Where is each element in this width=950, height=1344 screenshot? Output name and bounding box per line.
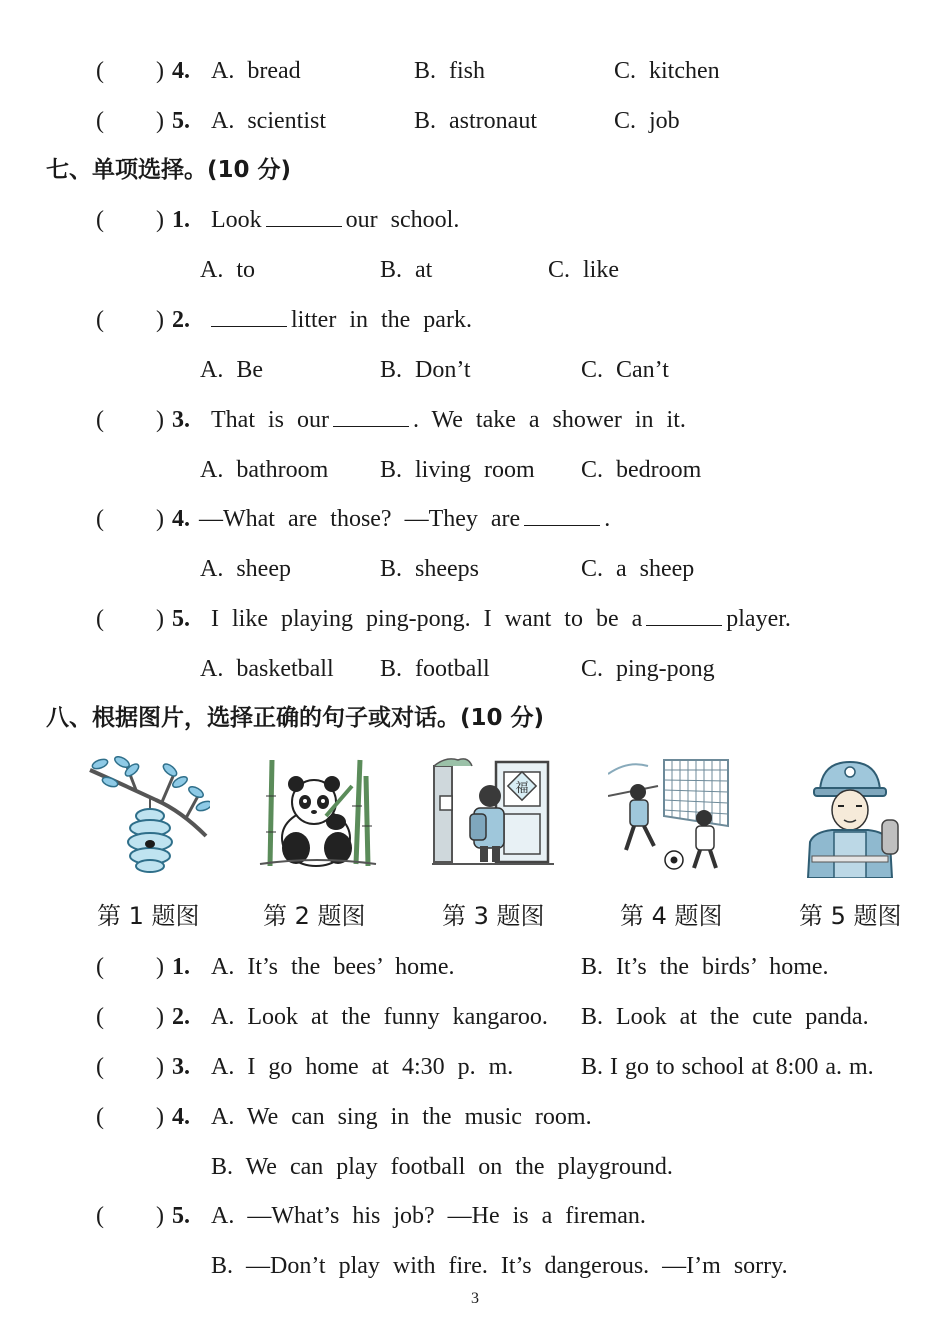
option-b: B. fish <box>414 58 486 84</box>
question-number: 5. <box>172 108 190 134</box>
door-picture <box>432 756 554 872</box>
q7-2-options <box>0 352 950 388</box>
option-a: A. I go home at 4:30 p. m. <box>211 1054 514 1080</box>
picture-caption-5: 第 5 题图 <box>799 902 902 930</box>
option-b: B. I go to school at 8:00 a. m. <box>581 1054 874 1080</box>
q6-5: ( ) 5. A. scientist B. astronaut C. job <box>0 103 950 139</box>
question-number: 4. <box>172 506 190 532</box>
option-b: B. sheeps <box>380 556 479 582</box>
option-b: B. Look at the cute panda. <box>581 1004 869 1030</box>
question-stem: That is our . We take a shower in it. <box>211 407 686 433</box>
beehive-picture <box>86 756 210 876</box>
option-c: C. kitchen <box>614 58 720 84</box>
option-c: C. bedroom <box>581 457 702 483</box>
question-number: 4. <box>172 58 190 84</box>
door-character: 福 <box>515 781 529 796</box>
q7-1: ( ) 1. Look our school. <box>0 202 950 238</box>
q8-4-option-b <box>0 1149 950 1185</box>
option-a: A. Be <box>200 357 263 383</box>
question-number: 5. <box>172 606 190 632</box>
question-number: 1. <box>172 954 190 980</box>
option-b: B. living room <box>380 457 535 483</box>
q7-5: ( ) 5. I like playing ping-pong. I want to be a player. <box>0 601 950 637</box>
fill-blank[interactable] <box>211 306 287 327</box>
page-number: 3 <box>471 1290 479 1307</box>
question-stem: —What are those? —They are . <box>199 506 611 532</box>
fireman-picture <box>798 756 902 878</box>
q8-5-option-b <box>0 1248 950 1284</box>
picture-caption-2: 第 2 题图 <box>263 902 366 930</box>
q7-3: ( ) 3. That is our . We take a shower in it. <box>0 402 950 438</box>
q7-2: ( ) 2. litter in the park. <box>0 302 950 338</box>
section-7-title: 七、单项选择。(10 分) <box>46 157 292 183</box>
football-picture <box>608 756 732 874</box>
option-a: A. Look at the funny kangaroo. <box>211 1004 548 1030</box>
option-a: A. bathroom <box>200 457 329 483</box>
option-b: B. astronaut <box>414 108 537 134</box>
question-number: 5. <box>172 1203 190 1229</box>
q8-4: ( ) 4. A. We can sing in the music room. <box>0 1099 950 1135</box>
q8-3: ( ) 3. A. I go home at 4:30 p. m. B. I go to school at 8:00 a. m. <box>0 1049 950 1085</box>
question-number: 3. <box>172 1054 190 1080</box>
question-number: 2. <box>172 1004 190 1030</box>
q7-5-options <box>0 651 950 687</box>
q7-4-options <box>0 551 950 587</box>
question-number: 4. <box>172 1104 190 1130</box>
option-b: B. football <box>380 656 490 682</box>
option-c: C. ping-pong <box>581 656 715 682</box>
option-a: A. It’s the bees’ home. <box>211 954 455 980</box>
option-a: A. bread <box>211 58 301 84</box>
question-number: 1. <box>172 207 190 233</box>
option-b: B. It’s the birds’ home. <box>581 954 829 980</box>
option-a: A. basketball <box>200 656 334 682</box>
option-c: C. like <box>548 257 619 283</box>
option-c: C. a sheep <box>581 556 695 582</box>
option-a: A. scientist <box>211 108 326 134</box>
option-b: B. at <box>380 257 433 283</box>
picture-caption-4: 第 4 题图 <box>620 902 723 930</box>
q8-1: ( ) 1. A. It’s the bees’ home. B. It’s the birds’ home. <box>0 949 950 985</box>
q7-4: ( ) 4. —What are those? —They are . <box>0 501 950 537</box>
fill-blank[interactable] <box>524 505 600 526</box>
option-b: B. —Don’t play with fire. It’s dangerous. —I’m sorry. <box>211 1253 788 1279</box>
question-stem: Look our school. <box>211 207 460 233</box>
question-number: 3. <box>172 407 190 433</box>
option-b: B. Don’t <box>380 357 471 383</box>
option-a: A. to <box>200 257 255 283</box>
option-c: C. Can’t <box>581 357 669 383</box>
picture-caption-3: 第 3 题图 <box>442 902 545 930</box>
fill-blank[interactable] <box>266 206 342 227</box>
q8-5: ( ) 5. A. —What’s his job? —He is a fireman. <box>0 1198 950 1234</box>
panda-picture <box>256 756 380 870</box>
option-a: A. sheep <box>200 556 291 582</box>
option-c: C. job <box>614 108 680 134</box>
option-b: B. We can play football on the playground. <box>211 1154 673 1180</box>
q8-2: ( ) 2. A. Look at the funny kangaroo. B. Look at the cute panda. <box>0 999 950 1035</box>
option-a: A. We can sing in the music room. <box>211 1104 592 1130</box>
q6-4: ( ) 4. A. bread B. fish C. kitchen <box>0 53 950 89</box>
option-a: A. —What’s his job? —He is a fireman. <box>211 1203 646 1229</box>
question-number: 2. <box>172 307 190 333</box>
picture-caption-1: 第 1 题图 <box>97 902 200 930</box>
q7-1-options <box>0 252 950 288</box>
fill-blank[interactable] <box>646 605 722 626</box>
question-stem: litter in the park. <box>211 302 472 338</box>
q7-3-options <box>0 452 950 488</box>
section-8-title: 八、根据图片，选择正确的句子或对话。(10 分) <box>46 705 545 731</box>
question-stem: I like playing ping-pong. I want to be a player. <box>211 606 791 632</box>
fill-blank[interactable] <box>333 406 409 427</box>
